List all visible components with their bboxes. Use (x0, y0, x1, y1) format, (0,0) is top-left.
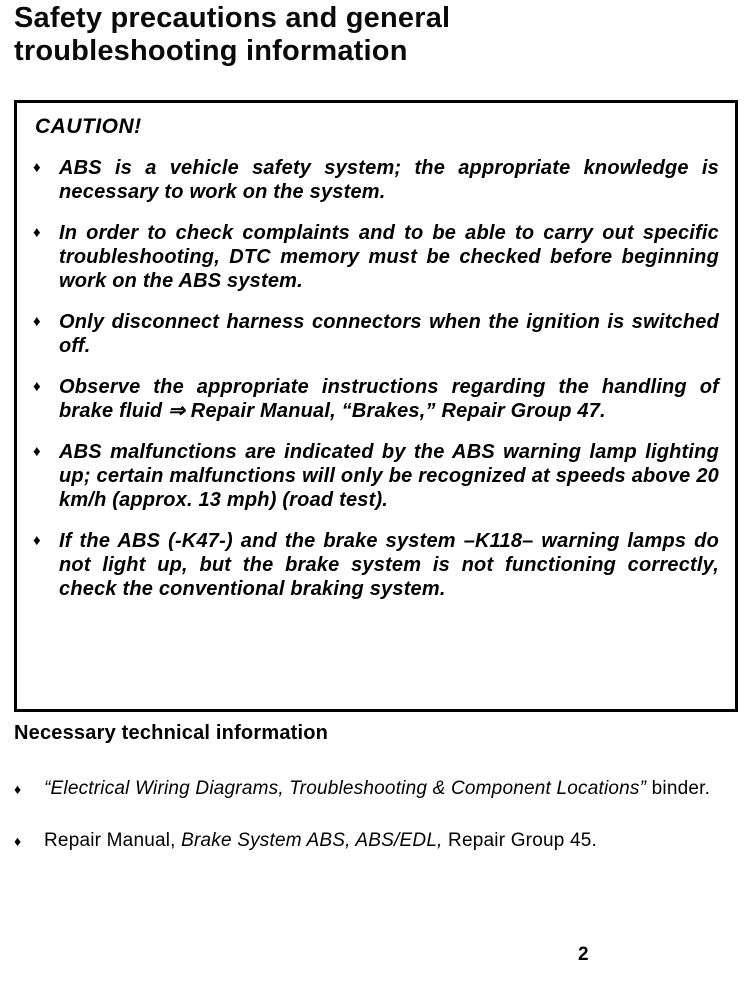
tech-info-item (14, 828, 738, 854)
diamond-bullet-icon: ♦ (33, 313, 41, 330)
caution-item (33, 440, 719, 512)
tech-info-item-text: “Electrical Wiring Diagrams, Troubleshooting & Component Locations” binder. (44, 778, 711, 799)
diamond-bullet-icon: ♦ (33, 224, 41, 241)
tech-info-item (14, 776, 738, 802)
diamond-bullet-icon: ♦ (14, 833, 22, 849)
tech-info-item-text: Repair Manual, Brake System ABS, ABS/EDL, Repair Group 45. (44, 830, 598, 851)
caution-item-text: Only disconnect harness connectors when the ignition is switched off. (59, 311, 719, 357)
caution-item-text: In order to check complaints and to be able to carry out specific troubleshooting, DTC memory must be checked before beginning work on the ABS system. (59, 222, 719, 292)
caution-item-text: ABS malfunctions are indicated by the ABS warning lamp lighting up; certain malfunctions will only be recognized at speeds above 20 km/h (approx. 13 mph) (road test). (59, 441, 719, 511)
caution-item-text: Observe the appropriate instructions regarding the handling of brake fluid ⇒ Repair Manual, “Brakes,” Repair Group 47. (59, 376, 719, 422)
caution-item-text: ABS is a vehicle safety system; the appropriate knowledge is necessary to work on the system. (59, 157, 719, 203)
diamond-bullet-icon: ♦ (33, 532, 41, 549)
diamond-bullet-icon: ♦ (14, 781, 22, 797)
caution-item (33, 221, 719, 293)
caution-item (33, 310, 719, 358)
caution-list (33, 156, 719, 601)
caution-item (33, 529, 719, 601)
caution-item-text: If the ABS (-K47-) and the brake system –K118– warning lamps do not light up, but the brake system is not functioning correctly, check the conventional braking system. (59, 530, 719, 600)
page-number: 2 (578, 944, 589, 965)
tech-info-heading: Necessary technical information (14, 722, 329, 744)
diamond-bullet-icon: ♦ (33, 443, 41, 460)
caution-item (33, 156, 719, 204)
diamond-bullet-icon: ♦ (33, 378, 41, 395)
caution-box (14, 100, 738, 712)
tech-info-list (14, 776, 738, 854)
diamond-bullet-icon: ♦ (33, 159, 41, 176)
caution-item (33, 375, 719, 423)
page-title: Safety precautions and general troubleshooting information (14, 2, 451, 67)
caution-heading: CAUTION! (35, 115, 142, 138)
